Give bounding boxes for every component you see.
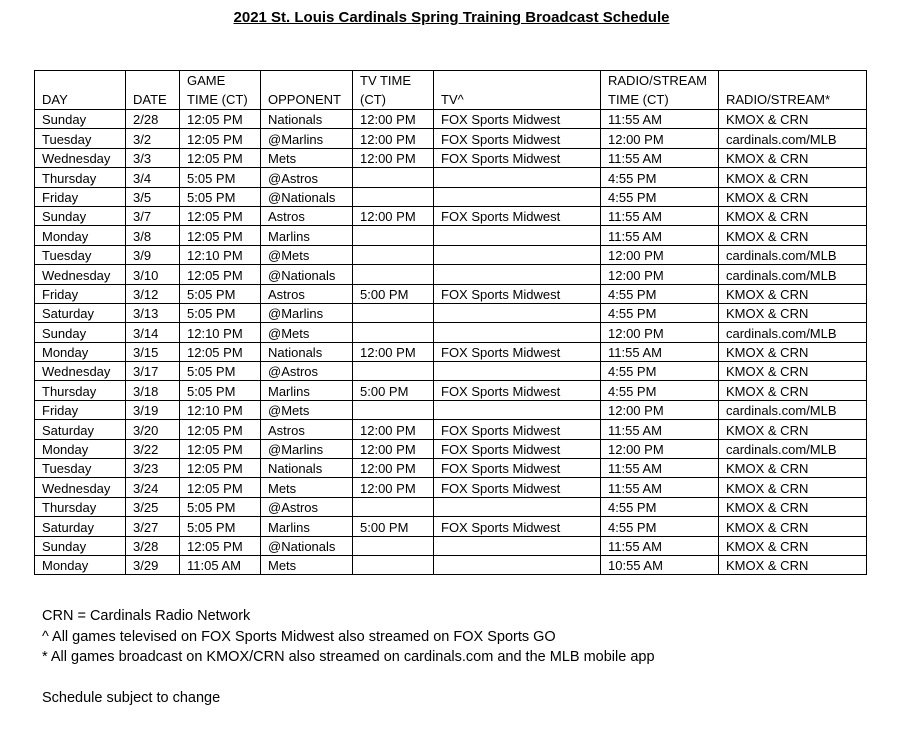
- cell-radio-stream: cardinals.com/MLB: [719, 265, 867, 284]
- cell-day: Sunday: [35, 323, 126, 342]
- cell-tv-time: 12:00 PM: [353, 478, 434, 497]
- column-header-radio-stream: RADIO/STREAM*: [719, 71, 867, 110]
- cell-date: 3/20: [126, 420, 180, 439]
- cell-radio-stream: KMOX & CRN: [719, 555, 867, 574]
- cell-radio-stream: KMOX & CRN: [719, 497, 867, 516]
- cell-game-time: 5:05 PM: [180, 284, 261, 303]
- cell-radio-stream: KMOX & CRN: [719, 342, 867, 361]
- footnotes: [42, 606, 655, 709]
- cell-radio-time: 12:00 PM: [601, 439, 719, 458]
- cell-radio-time: 11:55 AM: [601, 342, 719, 361]
- cell-opponent: @Nationals: [261, 536, 353, 555]
- cell-radio-stream: KMOX & CRN: [719, 110, 867, 129]
- cell-radio-stream: KMOX & CRN: [719, 206, 867, 225]
- cell-opponent: Mets: [261, 555, 353, 574]
- cell-day: Sunday: [35, 110, 126, 129]
- table-row: [35, 478, 867, 497]
- cell-date: 3/4: [126, 168, 180, 187]
- cell-radio-stream: cardinals.com/MLB: [719, 400, 867, 419]
- cell-opponent: Mets: [261, 148, 353, 167]
- note-radio: * All games broadcast on KMOX/CRN also streamed on cardinals.com and the MLB mobile app: [42, 649, 655, 665]
- cell-day: Tuesday: [35, 129, 126, 148]
- cell-tv-time: 12:00 PM: [353, 459, 434, 478]
- cell-game-time: 12:10 PM: [180, 400, 261, 419]
- cell-radio-time: 11:55 AM: [601, 206, 719, 225]
- cell-game-time: 11:05 AM: [180, 555, 261, 574]
- cell-tv-time: [353, 497, 434, 516]
- table-row: [35, 342, 867, 361]
- cell-date: 3/15: [126, 342, 180, 361]
- cell-radio-stream: cardinals.com/MLB: [719, 245, 867, 264]
- cell-opponent: @Marlins: [261, 439, 353, 458]
- cell-radio-stream: KMOX & CRN: [719, 362, 867, 381]
- cell-date: 3/5: [126, 187, 180, 206]
- cell-opponent: Nationals: [261, 459, 353, 478]
- cell-opponent: Nationals: [261, 342, 353, 361]
- cell-date: 3/3: [126, 148, 180, 167]
- cell-radio-stream: KMOX & CRN: [719, 226, 867, 245]
- note-tv: ^ All games televised on FOX Sports Midwest also streamed on FOX Sports GO: [42, 628, 556, 645]
- cell-date: 3/19: [126, 400, 180, 419]
- cell-tv: FOX Sports Midwest: [434, 342, 601, 361]
- cell-tv-time: [353, 187, 434, 206]
- cell-day: Thursday: [35, 381, 126, 400]
- cell-tv: FOX Sports Midwest: [434, 148, 601, 167]
- cell-day: Monday: [35, 439, 126, 458]
- cell-radio-time: 11:55 AM: [601, 148, 719, 167]
- table-row: [35, 226, 867, 245]
- cell-opponent: @Astros: [261, 497, 353, 516]
- table-row: [35, 517, 867, 536]
- cell-radio-stream: KMOX & CRN: [719, 148, 867, 167]
- cell-game-time: 12:05 PM: [180, 459, 261, 478]
- cell-tv: FOX Sports Midwest: [434, 129, 601, 148]
- cell-tv: [434, 168, 601, 187]
- cell-date: 2/28: [126, 110, 180, 129]
- cell-opponent: @Mets: [261, 245, 353, 264]
- cell-radio-stream: KMOX & CRN: [719, 459, 867, 478]
- cell-tv-time: 12:00 PM: [353, 110, 434, 129]
- cell-game-time: 12:05 PM: [180, 226, 261, 245]
- cell-opponent: @Mets: [261, 323, 353, 342]
- cell-tv: FOX Sports Midwest: [434, 478, 601, 497]
- cell-day: Sunday: [35, 536, 126, 555]
- cell-tv-time: [353, 303, 434, 322]
- table-row: [35, 381, 867, 400]
- table-row: [35, 265, 867, 284]
- cell-opponent: Mets: [261, 478, 353, 497]
- cell-game-time: 12:05 PM: [180, 206, 261, 225]
- table-row: [35, 555, 867, 574]
- cell-radio-time: 12:00 PM: [601, 129, 719, 148]
- cell-date: 3/23: [126, 459, 180, 478]
- cell-date: 3/8: [126, 226, 180, 245]
- cell-tv-time: [353, 245, 434, 264]
- cell-tv-time: [353, 265, 434, 284]
- cell-opponent: Marlins: [261, 226, 353, 245]
- cell-opponent: Marlins: [261, 381, 353, 400]
- cell-date: 3/29: [126, 555, 180, 574]
- table-row: [35, 284, 867, 303]
- cell-date: 3/22: [126, 439, 180, 458]
- cell-tv: [434, 303, 601, 322]
- cell-opponent: Astros: [261, 206, 353, 225]
- cell-date: 3/24: [126, 478, 180, 497]
- cell-radio-time: 12:00 PM: [601, 400, 719, 419]
- cell-game-time: 12:05 PM: [180, 536, 261, 555]
- cell-day: Friday: [35, 187, 126, 206]
- cell-radio-stream: cardinals.com/MLB: [719, 323, 867, 342]
- cell-tv: FOX Sports Midwest: [434, 284, 601, 303]
- cell-date: 3/2: [126, 129, 180, 148]
- cell-opponent: @Nationals: [261, 265, 353, 284]
- cell-tv-time: 5:00 PM: [353, 517, 434, 536]
- cell-day: Sunday: [35, 206, 126, 225]
- cell-tv-time: 12:00 PM: [353, 148, 434, 167]
- broadcast-schedule-table: [34, 70, 867, 575]
- column-header-tv: TV^: [434, 71, 601, 110]
- table-row: [35, 168, 867, 187]
- table-row: [35, 497, 867, 516]
- cell-radio-stream: KMOX & CRN: [719, 187, 867, 206]
- cell-day: Wednesday: [35, 478, 126, 497]
- cell-date: 3/17: [126, 362, 180, 381]
- cell-opponent: Marlins: [261, 517, 353, 536]
- cell-radio-stream: KMOX & CRN: [719, 381, 867, 400]
- cell-radio-stream: cardinals.com/MLB: [719, 129, 867, 148]
- table-row: [35, 400, 867, 419]
- cell-opponent: @Astros: [261, 362, 353, 381]
- cell-radio-time: 11:55 AM: [601, 536, 719, 555]
- cell-tv-time: 5:00 PM: [353, 381, 434, 400]
- cell-game-time: 5:05 PM: [180, 168, 261, 187]
- cell-radio-stream: KMOX & CRN: [719, 168, 867, 187]
- cell-date: 3/25: [126, 497, 180, 516]
- cell-game-time: 5:05 PM: [180, 303, 261, 322]
- table-row: [35, 420, 867, 439]
- cell-tv-time: [353, 555, 434, 574]
- cell-day: Tuesday: [35, 459, 126, 478]
- cell-date: 3/7: [126, 206, 180, 225]
- cell-game-time: 12:05 PM: [180, 148, 261, 167]
- cell-date: 3/18: [126, 381, 180, 400]
- table-row: [35, 148, 867, 167]
- cell-day: Thursday: [35, 497, 126, 516]
- cell-tv-time: [353, 226, 434, 245]
- cell-day: Thursday: [35, 168, 126, 187]
- cell-game-time: 5:05 PM: [180, 497, 261, 516]
- cell-radio-time: 11:55 AM: [601, 478, 719, 497]
- table-row: [35, 362, 867, 381]
- note-crn: CRN = Cardinals Radio Network: [42, 608, 251, 624]
- column-header-opponent: OPPONENT: [261, 71, 353, 110]
- cell-game-time: 12:05 PM: [180, 129, 261, 148]
- cell-tv-time: 12:00 PM: [353, 342, 434, 361]
- cell-day: Saturday: [35, 420, 126, 439]
- cell-day: Tuesday: [35, 245, 126, 264]
- header-row: [35, 71, 867, 110]
- table-row: [35, 129, 867, 148]
- cell-day: Saturday: [35, 303, 126, 322]
- cell-radio-time: 4:55 PM: [601, 497, 719, 516]
- table-row: [35, 439, 867, 458]
- cell-tv: FOX Sports Midwest: [434, 206, 601, 225]
- table-row: [35, 187, 867, 206]
- cell-radio-time: 4:55 PM: [601, 168, 719, 187]
- cell-opponent: Nationals: [261, 110, 353, 129]
- cell-radio-time: 11:55 AM: [601, 420, 719, 439]
- column-header-game-time: GAME TIME (CT): [180, 71, 261, 110]
- cell-radio-stream: KMOX & CRN: [719, 284, 867, 303]
- cell-radio-time: 4:55 PM: [601, 381, 719, 400]
- cell-radio-stream: KMOX & CRN: [719, 303, 867, 322]
- cell-tv: FOX Sports Midwest: [434, 517, 601, 536]
- cell-game-time: 12:10 PM: [180, 245, 261, 264]
- cell-tv: FOX Sports Midwest: [434, 439, 601, 458]
- cell-date: 3/13: [126, 303, 180, 322]
- cell-day: Saturday: [35, 517, 126, 536]
- cell-radio-time: 12:00 PM: [601, 245, 719, 264]
- cell-day: Monday: [35, 555, 126, 574]
- note-disclaimer: Schedule subject to change: [42, 690, 221, 706]
- schedule-body: [35, 110, 867, 575]
- column-header-tv-time: TV TIME (CT): [353, 71, 434, 110]
- cell-opponent: Astros: [261, 420, 353, 439]
- cell-tv: [434, 497, 601, 516]
- cell-game-time: 12:05 PM: [180, 265, 261, 284]
- cell-radio-stream: cardinals.com/MLB: [719, 439, 867, 458]
- cell-day: Wednesday: [35, 265, 126, 284]
- cell-game-time: 12:05 PM: [180, 478, 261, 497]
- cell-day: Wednesday: [35, 148, 126, 167]
- cell-tv: [434, 400, 601, 419]
- cell-tv-time: 12:00 PM: [353, 420, 434, 439]
- cell-tv: [434, 536, 601, 555]
- cell-radio-time: 11:55 AM: [601, 459, 719, 478]
- cell-opponent: Astros: [261, 284, 353, 303]
- note-spacer: [42, 668, 655, 689]
- cell-radio-stream: KMOX & CRN: [719, 536, 867, 555]
- cell-tv: [434, 226, 601, 245]
- cell-radio-stream: KMOX & CRN: [719, 420, 867, 439]
- cell-game-time: 5:05 PM: [180, 187, 261, 206]
- cell-game-time: 12:10 PM: [180, 323, 261, 342]
- cell-game-time: 5:05 PM: [180, 362, 261, 381]
- cell-game-time: 12:05 PM: [180, 439, 261, 458]
- page-title: 2021 St. Louis Cardinals Spring Training Broadcast Schedule: [233, 9, 670, 26]
- cell-tv: [434, 323, 601, 342]
- cell-radio-time: 4:55 PM: [601, 284, 719, 303]
- cell-tv: FOX Sports Midwest: [434, 381, 601, 400]
- table-row: [35, 110, 867, 129]
- cell-game-time: 5:05 PM: [180, 517, 261, 536]
- cell-day: Monday: [35, 226, 126, 245]
- table-row: [35, 303, 867, 322]
- cell-tv: FOX Sports Midwest: [434, 420, 601, 439]
- cell-tv: [434, 187, 601, 206]
- cell-opponent: @Marlins: [261, 303, 353, 322]
- cell-opponent: @Nationals: [261, 187, 353, 206]
- cell-opponent: @Mets: [261, 400, 353, 419]
- cell-date: 3/9: [126, 245, 180, 264]
- cell-tv: [434, 265, 601, 284]
- cell-radio-time: 4:55 PM: [601, 362, 719, 381]
- cell-opponent: @Marlins: [261, 129, 353, 148]
- cell-tv: [434, 555, 601, 574]
- cell-radio-time: 4:55 PM: [601, 517, 719, 536]
- cell-game-time: 5:05 PM: [180, 381, 261, 400]
- cell-radio-time: 10:55 AM: [601, 555, 719, 574]
- cell-radio-stream: KMOX & CRN: [719, 478, 867, 497]
- cell-radio-time: 11:55 AM: [601, 226, 719, 245]
- cell-date: 3/14: [126, 323, 180, 342]
- cell-tv-time: 5:00 PM: [353, 284, 434, 303]
- cell-radio-time: 11:55 AM: [601, 110, 719, 129]
- cell-tv-time: [353, 362, 434, 381]
- cell-game-time: 12:05 PM: [180, 342, 261, 361]
- cell-day: Monday: [35, 342, 126, 361]
- cell-date: 3/10: [126, 265, 180, 284]
- cell-radio-stream: KMOX & CRN: [719, 517, 867, 536]
- cell-game-time: 12:05 PM: [180, 110, 261, 129]
- cell-day: Friday: [35, 400, 126, 419]
- table-row: [35, 536, 867, 555]
- table-row: [35, 245, 867, 264]
- cell-tv-time: 12:00 PM: [353, 439, 434, 458]
- column-header-day: DAY: [35, 71, 126, 110]
- cell-date: 3/28: [126, 536, 180, 555]
- cell-tv-time: [353, 323, 434, 342]
- table-row: [35, 206, 867, 225]
- column-header-radio-time: RADIO/STREAM TIME (CT): [601, 71, 719, 110]
- cell-tv: FOX Sports Midwest: [434, 110, 601, 129]
- cell-game-time: 12:05 PM: [180, 420, 261, 439]
- cell-date: 3/27: [126, 517, 180, 536]
- cell-tv-time: 12:00 PM: [353, 206, 434, 225]
- cell-tv-time: [353, 536, 434, 555]
- cell-tv: [434, 362, 601, 381]
- cell-tv: [434, 245, 601, 264]
- column-header-date: DATE: [126, 71, 180, 110]
- cell-day: Friday: [35, 284, 126, 303]
- cell-opponent: @Astros: [261, 168, 353, 187]
- cell-radio-time: 4:55 PM: [601, 303, 719, 322]
- table-row: [35, 459, 867, 478]
- table-row: [35, 323, 867, 342]
- cell-day: Wednesday: [35, 362, 126, 381]
- cell-tv-time: 12:00 PM: [353, 129, 434, 148]
- cell-tv: FOX Sports Midwest: [434, 459, 601, 478]
- cell-radio-time: 12:00 PM: [601, 323, 719, 342]
- cell-tv-time: [353, 400, 434, 419]
- cell-radio-time: 12:00 PM: [601, 265, 719, 284]
- cell-radio-time: 4:55 PM: [601, 187, 719, 206]
- cell-tv-time: [353, 168, 434, 187]
- cell-date: 3/12: [126, 284, 180, 303]
